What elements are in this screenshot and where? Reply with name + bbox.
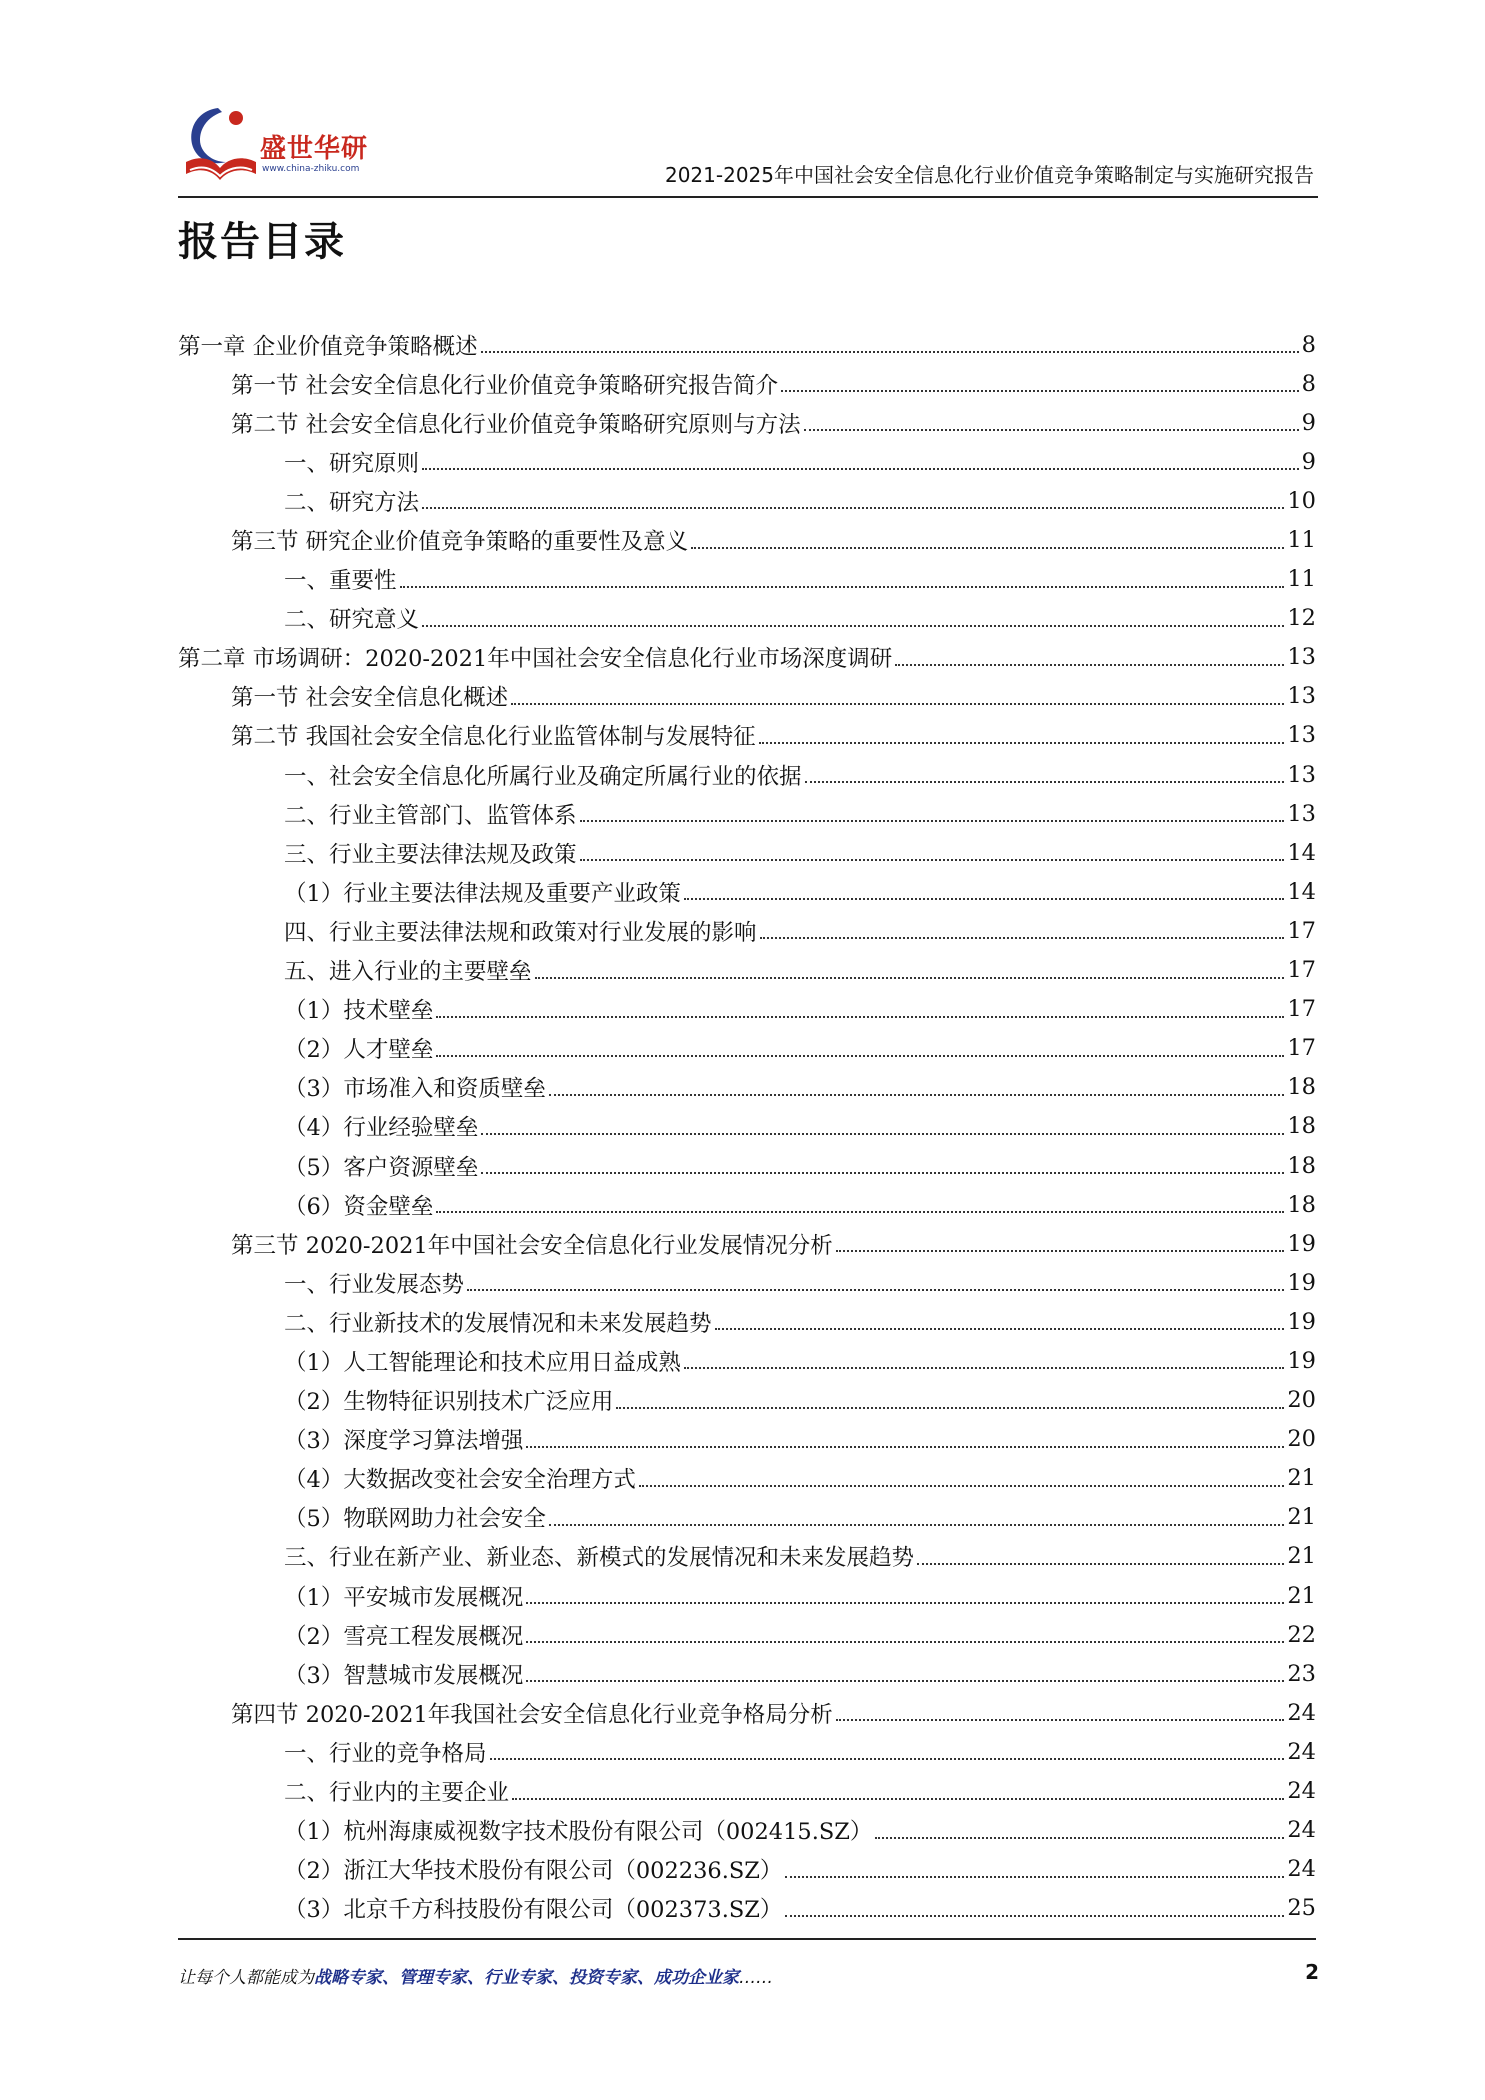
toc-entry[interactable] — [178, 1498, 1316, 1537]
logo-book-icon — [178, 100, 262, 190]
toc-leader-dots — [526, 1445, 1284, 1448]
toc-entry-title: 一、研究原则 — [284, 450, 420, 477]
toc-entry[interactable] — [178, 833, 1316, 872]
toc-entry-page: 21 — [1287, 1504, 1316, 1531]
toc-entry-page: 18 — [1287, 1074, 1316, 1101]
toc-entry-title: 一、社会安全信息化所属行业及确定所属行业的依据 — [284, 763, 802, 790]
toc-entry[interactable] — [178, 990, 1316, 1029]
toc-entry[interactable] — [178, 872, 1316, 911]
toc-entry[interactable] — [178, 1302, 1316, 1341]
toc-entry-title: （5）物联网助力社会安全 — [284, 1506, 546, 1533]
toc-entry-page: 12 — [1287, 605, 1316, 632]
toc-entry[interactable] — [178, 1263, 1316, 1302]
toc-entry-page: 9 — [1301, 409, 1316, 436]
toc-entry-title: （1）行业主要法律法规及重要产业政策 — [284, 880, 681, 907]
toc-entry[interactable] — [178, 951, 1316, 990]
toc-entry-title: （1）平安城市发展概况 — [284, 1584, 524, 1611]
toc-entry-title: 二、行业新技术的发展情况和未来发展趋势 — [284, 1310, 712, 1337]
footer-divider — [178, 1938, 1316, 1940]
footer-slogan-prefix: 让每个人都能成为 — [178, 1968, 314, 1988]
toc-entry-page: 17 — [1287, 1035, 1316, 1062]
toc-leader-dots — [804, 428, 1299, 431]
toc-leader-dots — [580, 858, 1285, 861]
toc-leader-dots — [526, 1679, 1284, 1682]
toc-entry-page: 19 — [1287, 1269, 1316, 1296]
toc-entry[interactable] — [178, 560, 1316, 599]
toc-entry-page: 24 — [1287, 1778, 1316, 1805]
footer-slogan-highlight: 战略专家、管理专家、行业专家、投资专家、成功企业家 — [314, 1968, 739, 1988]
toc-entry[interactable] — [178, 1615, 1316, 1654]
toc-entry-title: （4）行业经验壁垒 — [284, 1115, 479, 1142]
toc-entry-page: 24 — [1287, 1699, 1316, 1726]
toc-entry-title: 第三节 研究企业价值竞争策略的重要性及意义 — [231, 529, 689, 556]
toc-entry[interactable] — [178, 1576, 1316, 1615]
toc-entry[interactable] — [178, 364, 1316, 403]
toc-leader-dots — [781, 389, 1299, 392]
toc-entry-page: 8 — [1301, 370, 1316, 397]
toc-entry-title: 四、行业主要法律法规和政策对行业发展的影响 — [284, 919, 757, 946]
toc-entry[interactable] — [178, 481, 1316, 520]
toc-entry[interactable] — [178, 1811, 1316, 1850]
toc-entry-page: 11 — [1287, 527, 1316, 554]
toc-entry-page: 13 — [1287, 644, 1316, 671]
toc-entry-page: 13 — [1287, 800, 1316, 827]
toc-entry-title: （5）客户资源壁垒 — [284, 1154, 479, 1181]
toc-entry[interactable] — [178, 1341, 1316, 1380]
toc-entry-title: （3）北京千方科技股份有限公司（002373.SZ） — [284, 1897, 783, 1924]
toc-entry-page: 20 — [1287, 1387, 1316, 1414]
page-number: 2 — [1305, 1960, 1319, 1984]
toc-entry[interactable] — [178, 1068, 1316, 1107]
page-header — [178, 100, 1318, 198]
logo-text: 盛世华研 — [260, 134, 369, 164]
toc-entry-title: 二、研究方法 — [284, 489, 420, 516]
toc-entry[interactable] — [178, 794, 1316, 833]
toc-entry-page: 18 — [1287, 1191, 1316, 1218]
toc-entry-title: 第二节 社会安全信息化行业价值竞争策略研究原则与方法 — [231, 411, 801, 438]
toc-entry[interactable] — [178, 1693, 1316, 1732]
toc-entry-page: 21 — [1287, 1543, 1316, 1570]
toc-entry-page: 19 — [1287, 1347, 1316, 1374]
toc-entry-page: 8 — [1301, 331, 1316, 358]
toc-leader-dots — [580, 819, 1285, 822]
toc-entry[interactable] — [178, 1420, 1316, 1459]
toc-entry-title: （6）资金壁垒 — [284, 1193, 434, 1220]
toc-entry[interactable] — [178, 1537, 1316, 1576]
toc-entry[interactable] — [178, 755, 1316, 794]
toc-leader-dots — [691, 546, 1284, 549]
toc-entry-page: 13 — [1287, 683, 1316, 710]
toc-entry-page: 13 — [1287, 722, 1316, 749]
toc-entry[interactable] — [178, 911, 1316, 950]
toc-leader-dots — [549, 1093, 1285, 1096]
toc-entry-page: 14 — [1287, 878, 1316, 905]
toc-leader-dots — [526, 1640, 1284, 1643]
toc-leader-dots — [436, 1015, 1284, 1018]
toc-entry[interactable] — [178, 403, 1316, 442]
toc-leader-dots — [715, 1327, 1285, 1330]
toc-entry-page: 18 — [1287, 1113, 1316, 1140]
toc-entry-page: 24 — [1287, 1817, 1316, 1844]
toc-entry-title: 第一节 社会安全信息化行业价值竞争策略研究报告简介 — [231, 372, 779, 399]
toc-entry-title: （2）生物特征识别技术广泛应用 — [284, 1389, 614, 1416]
toc-leader-dots — [511, 702, 1284, 705]
toc-leader-dots — [760, 936, 1285, 939]
toc-leader-dots — [836, 1718, 1285, 1721]
toc-entry[interactable] — [178, 1850, 1316, 1889]
toc-entry-page: 19 — [1287, 1308, 1316, 1335]
toc-leader-dots — [549, 1523, 1285, 1526]
toc-entry-title: 第二节 我国社会安全信息化行业监管体制与发展特征 — [231, 724, 756, 751]
toc-entry[interactable] — [178, 1459, 1316, 1498]
toc-entry[interactable] — [178, 442, 1316, 481]
toc-entry-title: 二、行业内的主要企业 — [284, 1780, 510, 1807]
toc-entry[interactable] — [178, 1771, 1316, 1810]
report-title: 2021-2025年中国社会安全信息化行业价值竞争策略制定与实施研究报告 — [664, 163, 1314, 187]
toc-entry-page: 18 — [1287, 1152, 1316, 1179]
toc-entry-page: 17 — [1287, 957, 1316, 984]
toc-entry-page: 25 — [1287, 1895, 1316, 1922]
toc-entry-title: （2）人才壁垒 — [284, 1037, 434, 1064]
toc-entry-title: 二、行业主管部门、监管体系 — [284, 802, 577, 829]
toc-leader-dots — [895, 663, 1284, 666]
toc-leader-dots — [759, 741, 1285, 744]
toc-entry-page: 23 — [1287, 1660, 1316, 1687]
toc-entry-page: 21 — [1287, 1465, 1316, 1492]
toc-entry-title: （3）智慧城市发展概况 — [284, 1662, 524, 1689]
toc-leader-dots — [535, 976, 1285, 979]
toc-entry-page: 24 — [1287, 1738, 1316, 1765]
toc-entry-title: 一、重要性 — [284, 568, 397, 595]
toc-entry-title: 一、行业发展态势 — [284, 1271, 465, 1298]
toc-entry-title: 一、行业的竞争格局 — [284, 1740, 487, 1767]
toc-entry-title: （1）杭州海康威视数字技术股份有限公司（002415.SZ） — [284, 1819, 873, 1846]
toc-entry-page: 21 — [1287, 1582, 1316, 1609]
toc-entry[interactable] — [178, 325, 1316, 364]
toc-entry-page: 13 — [1287, 761, 1316, 788]
toc-entry-title: 第一章 企业价值竞争策略概述 — [178, 333, 478, 360]
toc-entry-title: （2）浙江大华技术股份有限公司（002236.SZ） — [284, 1858, 783, 1885]
toc-leader-dots — [400, 585, 1285, 588]
toc-leader-dots — [684, 897, 1285, 900]
table-of-contents — [178, 325, 1316, 1928]
toc-entry[interactable] — [178, 677, 1316, 716]
toc-entry-page: 11 — [1287, 566, 1316, 593]
toc-entry-title: （3）深度学习算法增强 — [284, 1428, 524, 1455]
toc-leader-dots — [436, 1210, 1284, 1213]
toc-entry-title: 第二章 市场调研：2020-2021年中国社会安全信息化行业市场深度调研 — [178, 646, 893, 673]
toc-leader-dots — [836, 1249, 1285, 1252]
toc-entry[interactable] — [178, 1107, 1316, 1146]
toc-leader-dots — [785, 1914, 1284, 1917]
toc-leader-dots — [917, 1562, 1284, 1565]
toc-entry[interactable] — [178, 1185, 1316, 1224]
toc-leader-dots — [422, 467, 1299, 470]
toc-leader-dots — [616, 1406, 1284, 1409]
toc-entry-title: 第一节 社会安全信息化概述 — [231, 685, 509, 712]
toc-entry-title: （3）市场准入和资质壁垒 — [284, 1076, 546, 1103]
toc-entry[interactable] — [178, 1029, 1316, 1068]
toc-entry-page: 17 — [1287, 917, 1316, 944]
toc-entry[interactable] — [178, 1146, 1316, 1185]
toc-entry-title: 第三节 2020-2021年中国社会安全信息化行业发展情况分析 — [231, 1232, 833, 1259]
toc-entry-title: 五、进入行业的主要壁垒 — [284, 959, 532, 986]
toc-leader-dots — [481, 1132, 1284, 1135]
toc-entry-page: 17 — [1287, 996, 1316, 1023]
toc-entry[interactable] — [178, 1381, 1316, 1420]
toc-entry[interactable] — [178, 599, 1316, 638]
toc-leader-dots — [490, 1757, 1285, 1760]
toc-entry-title: 二、研究意义 — [284, 607, 420, 634]
toc-entry-title: （1）人工智能理论和技术应用日益成熟 — [284, 1349, 681, 1376]
toc-leader-dots — [805, 780, 1285, 783]
toc-entry-title: 三、行业在新产业、新业态、新模式的发展情况和未来发展趋势 — [284, 1545, 915, 1572]
toc-leader-dots — [481, 350, 1299, 353]
toc-entry[interactable] — [178, 1889, 1316, 1928]
toc-entry-page: 14 — [1287, 839, 1316, 866]
toc-entry[interactable] — [178, 520, 1316, 559]
toc-entry[interactable] — [178, 1224, 1316, 1263]
toc-entry-title: 第四节 2020-2021年我国社会安全信息化行业竞争格局分析 — [231, 1701, 833, 1728]
toc-leader-dots — [436, 1054, 1284, 1057]
toc-entry[interactable] — [178, 638, 1316, 677]
toc-leader-dots — [785, 1875, 1284, 1878]
toc-entry-page: 24 — [1287, 1856, 1316, 1883]
toc-leader-dots — [639, 1484, 1285, 1487]
logo-url: www.china-zhiku.com — [262, 164, 360, 174]
company-logo — [178, 100, 398, 190]
page-heading: 报告目录 — [178, 219, 346, 265]
toc-entry-page: 22 — [1287, 1621, 1316, 1648]
toc-entry[interactable] — [178, 1654, 1316, 1693]
toc-entry[interactable] — [178, 716, 1316, 755]
toc-entry[interactable] — [178, 1732, 1316, 1771]
toc-leader-dots — [467, 1288, 1284, 1291]
toc-leader-dots — [422, 506, 1284, 509]
toc-leader-dots — [526, 1601, 1284, 1604]
toc-entry-title: （2）雪亮工程发展概况 — [284, 1623, 524, 1650]
toc-leader-dots — [481, 1171, 1284, 1174]
toc-entry-title: （1）技术壁垒 — [284, 998, 434, 1025]
toc-entry-page: 19 — [1287, 1230, 1316, 1257]
toc-entry-title: （4）大数据改变社会安全治理方式 — [284, 1467, 636, 1494]
toc-leader-dots — [512, 1797, 1284, 1800]
toc-entry-page: 9 — [1301, 448, 1316, 475]
toc-entry-page: 20 — [1287, 1426, 1316, 1453]
toc-leader-dots — [875, 1836, 1284, 1839]
footer-slogan — [178, 1963, 773, 1988]
footer-slogan-suffix: …… — [739, 1968, 773, 1988]
toc-entry-title: 三、行业主要法律法规及政策 — [284, 841, 577, 868]
toc-entry-page: 10 — [1287, 487, 1316, 514]
toc-leader-dots — [422, 624, 1284, 627]
toc-leader-dots — [684, 1366, 1285, 1369]
